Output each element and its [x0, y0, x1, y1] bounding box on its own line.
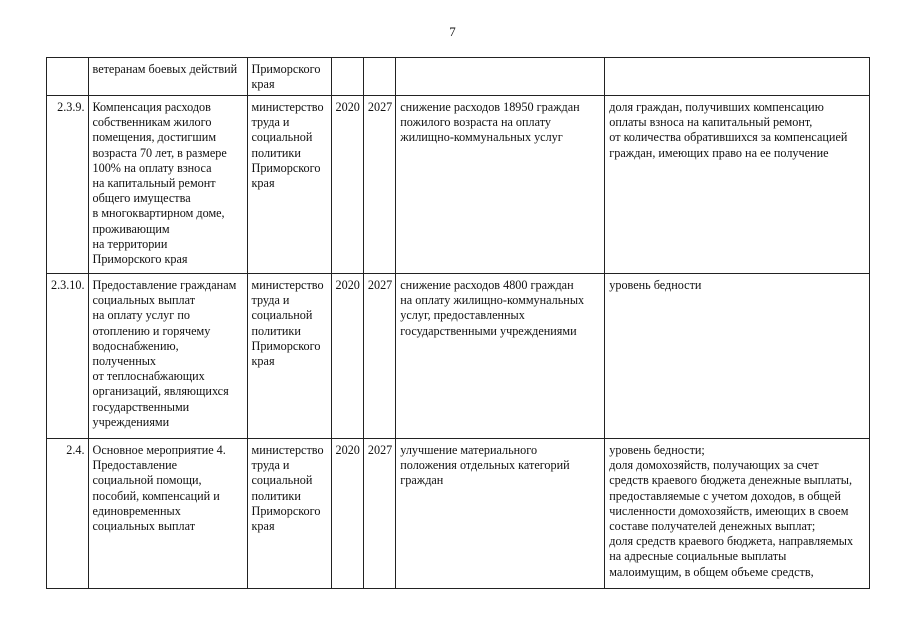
cell-number	[47, 58, 89, 96]
cell-end-year: 2027	[363, 96, 395, 274]
cell-number: 2.3.10.	[47, 274, 89, 439]
cell-executor: министерство труда и социальной политики Приморского края	[247, 96, 331, 274]
cell-indicator: уровень бедности	[605, 274, 870, 439]
cell-measure-name: Предоставление гражданам социальных выплат на оплату услуг по отоплению и горячему водоснабжению, полученных от теплоснабжающих организаций, являющихся государственными учреждениями	[88, 274, 247, 439]
cell-expected-result: улучшение материального положения отдельных категорий граждан	[396, 439, 605, 589]
cell-measure-name: Основное мероприятие 4. Предоставление социальной помощи, пособий, компенсаций и единовременных социальных выплат	[88, 439, 247, 589]
cell-expected-result: снижение расходов 18950 граждан пожилого возраста на оплату жилищно-коммунальных услуг	[396, 96, 605, 274]
cell-start-year	[331, 58, 363, 96]
page-number: 7	[449, 24, 456, 39]
cell-end-year: 2027	[363, 274, 395, 439]
cell-indicator: уровень бедности; доля домохозяйств, получающих за счет средств краевого бюджета денежные выплаты, предоставляемые с учетом доходов, в общей численности домохозяйств, имеющих в своем составе получателей денежных выплат; доля средств краевого бюджета, направляемых на адресные социальные выплаты малоимущим, в общем объеме средств,	[605, 439, 870, 589]
table-row	[47, 58, 870, 96]
cell-indicator	[605, 58, 870, 96]
table-row	[47, 439, 870, 589]
cell-executor: Приморского края	[247, 58, 331, 96]
cell-number: 2.3.9.	[47, 96, 89, 274]
cell-start-year: 2020	[331, 439, 363, 589]
table-row	[47, 96, 870, 274]
cell-measure-name: Компенсация расходов собственникам жилого помещения, достигшим возраста 70 лет, в размере 100% на оплату взноса на капитальный ремонт общего имущества в многоквартирном доме, проживающим на территории Приморского края	[88, 96, 247, 274]
table-row	[47, 274, 870, 439]
cell-number: 2.4.	[47, 439, 89, 589]
cell-start-year: 2020	[331, 274, 363, 439]
cell-start-year: 2020	[331, 96, 363, 274]
cell-end-year: 2027	[363, 439, 395, 589]
cell-indicator: доля граждан, получивших компенсацию оплаты взноса на капитальный ремонт, от количества обратившихся за компенсацией граждан, имеющих право на ее получение	[605, 96, 870, 274]
cell-executor: министерство труда и социальной политики Приморского края	[247, 274, 331, 439]
cell-expected-result: снижение расходов 4800 граждан на оплату жилищно-коммунальных услуг, предоставленных государственными учреждениями	[396, 274, 605, 439]
program-measures-table	[46, 57, 870, 589]
cell-end-year	[363, 58, 395, 96]
cell-expected-result	[396, 58, 605, 96]
cell-executor: министерство труда и социальной политики Приморского края	[247, 439, 331, 589]
cell-measure-name: ветеранам боевых действий	[88, 58, 247, 96]
